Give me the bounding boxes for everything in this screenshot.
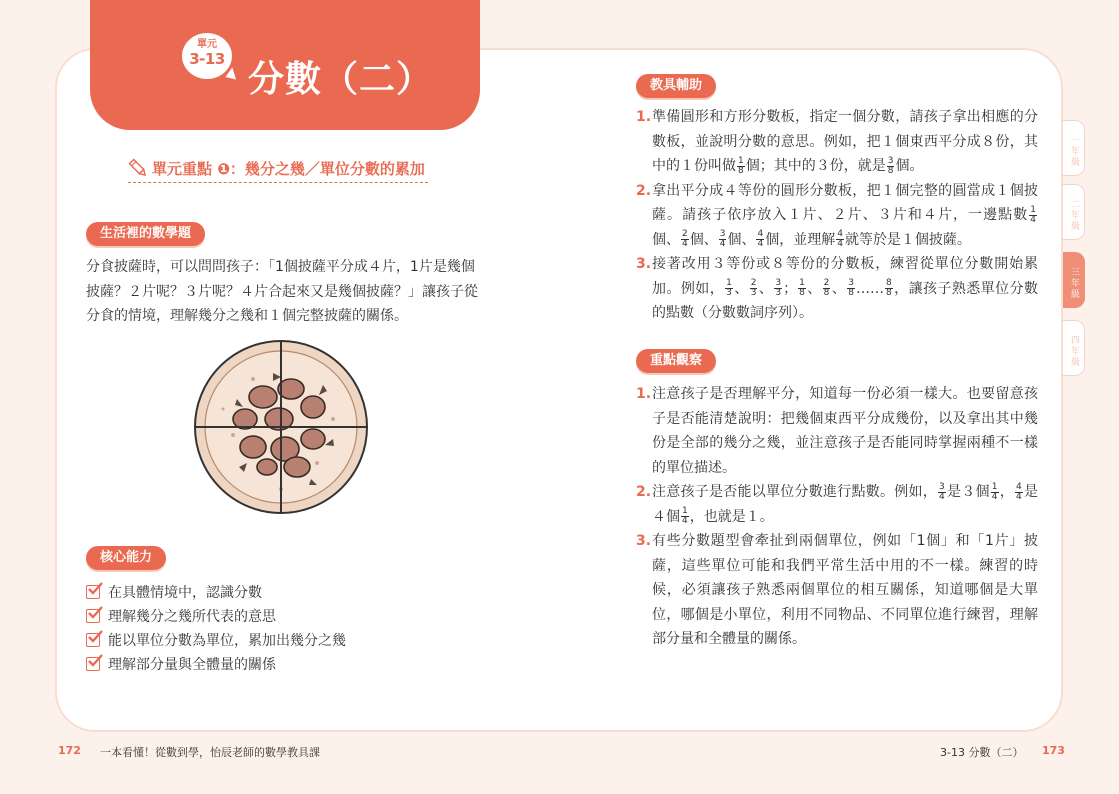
text-run: 、	[758, 280, 774, 297]
checkbox-icon	[86, 585, 100, 599]
teaching-aids-label: 教具輔助	[636, 74, 716, 98]
text-run: 注意孩子是否能以單位分數進行點數。例如，	[652, 484, 938, 500]
denominator: 4	[1016, 491, 1022, 502]
text-run: ，也就是１。	[689, 508, 774, 525]
denominator: 3	[750, 288, 757, 298]
list-item	[636, 382, 1038, 480]
text-run: ，	[999, 484, 1015, 500]
list-item	[636, 105, 1038, 179]
list-item	[636, 179, 1038, 253]
running-unit-title: 3-13 分數（二）	[940, 746, 1024, 759]
fraction	[1029, 206, 1037, 225]
denominator: 4	[991, 491, 998, 502]
fraction	[823, 279, 831, 298]
numerator: 3	[848, 278, 854, 288]
item-number: 3.	[636, 256, 652, 272]
numerator: 1	[991, 481, 998, 492]
denominator: 8	[823, 288, 830, 298]
list-item	[636, 252, 1038, 326]
text-run: 個、	[689, 231, 718, 248]
text-run: 準備圓形和方形分數板，指定一個分數，請孩子拿出相應的分數板，並說明分數的意思。例如，把１個東西平分成８份，其中的１份叫做	[652, 109, 1038, 174]
text-run: ；	[783, 280, 798, 297]
fraction	[681, 230, 689, 249]
numerator: 1	[726, 278, 732, 288]
numerator: 2	[823, 278, 830, 288]
right-page-number: 173	[1042, 744, 1065, 757]
numerator: 1	[738, 155, 744, 166]
numerator: 4	[1016, 481, 1022, 492]
text-run: 個、	[727, 231, 756, 248]
text-run: 有些分數題型會牽扯到兩個單位，例如「1個」和「1片」披薩，這些單位可能和我們平常生活中用的不一樣。練習的時候，必須讓孩子熟悉兩個單位的相互關係，知道哪個是大單位，哪個是小單位，利用不同物品、不同單位進行練習，理解部分量和全體量的關係。	[652, 533, 1038, 647]
fraction	[798, 279, 806, 298]
text-run: 、	[733, 280, 749, 297]
list-item	[86, 580, 346, 604]
pizza-illustration	[193, 339, 369, 515]
core-item: 理解部分量與全體量的關係	[108, 657, 276, 673]
numerator: 2	[682, 229, 688, 239]
tab-grade-1[interactable]: 一年級	[1063, 120, 1085, 176]
book-title: 一本看懂！從數到學，怡辰老師的數學教具課	[100, 746, 320, 759]
life-math-text: 分食披薩時，可以問問孩子：「1個披薩平分成４片，1片是幾個披薩？２片呢？３片呢？４片合起來又是幾個披薩？」讓孩子從分食的情境，理解幾分之幾和１個完整披薩的關係。	[86, 259, 478, 324]
numerator: 4	[757, 229, 764, 239]
tab-grade-2[interactable]: 二年級	[1063, 184, 1085, 240]
key-observation-label: 重點觀察	[636, 349, 716, 373]
numerator: 3	[719, 229, 726, 239]
core-item: 在具體情境中，認識分數	[108, 585, 262, 601]
item-number: 1.	[636, 109, 652, 125]
item-number: 2.	[636, 484, 652, 500]
list-item	[86, 628, 346, 652]
denominator: 4	[682, 239, 688, 249]
denominator: 8	[799, 288, 805, 298]
left-page-number: 172	[58, 744, 81, 757]
text-run: ……	[856, 280, 884, 297]
text-run: 、	[831, 280, 847, 297]
text-run: 接著改用３等份或８等份的分數板，練習從單位分數開始累加。例如，	[652, 256, 1038, 297]
denominator: 3	[726, 288, 732, 298]
text-run: 是３個	[946, 484, 990, 500]
pencil-icon	[128, 157, 148, 179]
fraction	[836, 230, 844, 249]
text-run: 個、	[652, 231, 680, 248]
numerator: 1	[1030, 204, 1036, 215]
list-item	[86, 604, 346, 628]
list-item	[636, 480, 1038, 529]
unit-badge	[182, 33, 232, 79]
denominator: 4	[682, 516, 688, 526]
fraction	[847, 279, 855, 298]
item-number: 3.	[636, 533, 652, 549]
list-item	[636, 529, 1038, 652]
numerator: 3	[887, 155, 894, 166]
fraction	[756, 230, 764, 249]
checkbox-icon	[86, 609, 100, 623]
denominator: 8	[887, 165, 894, 176]
focus-text: 單元重點 ❶：幾分之幾／單位分數的累加	[152, 160, 425, 178]
fraction	[774, 279, 782, 298]
numerator: 1	[682, 506, 688, 516]
text-run: 拿出平分成４等份的圓形分數板，把１個完整的圓當成１個披薩。請孩子依序放入１片、２片、３片和４片，一邊點數	[652, 182, 1038, 223]
text-run: ，讓孩子熟悉單位分數的點數（分數數詞序列）。	[652, 280, 1039, 321]
core-ability-label: 核心能力	[86, 546, 166, 570]
numerator: 3	[939, 481, 945, 492]
core-ability-list	[86, 580, 346, 676]
denominator: 4	[1030, 214, 1036, 225]
fraction	[991, 483, 999, 502]
unit-number: 3-13	[189, 50, 225, 68]
key-observation-list	[636, 382, 1038, 652]
core-item: 能以單位分數為單位，累加出幾分之幾	[108, 633, 346, 649]
life-math-label: 生活裡的數學題	[86, 222, 205, 246]
list-item	[86, 652, 346, 676]
numerator: 1	[799, 278, 805, 288]
text-run: 個。	[895, 158, 924, 174]
item-number: 2.	[636, 182, 652, 199]
fraction	[737, 157, 745, 176]
denominator: 3	[775, 288, 782, 298]
core-item: 理解幾分之幾所代表的意思	[108, 609, 276, 625]
text-run: 就等於是１個披薩。	[844, 231, 971, 248]
tab-grade-3[interactable]: 三年級	[1063, 252, 1085, 308]
denominator: 8	[848, 288, 854, 298]
denominator: 4	[837, 239, 843, 249]
fraction	[681, 507, 689, 526]
fraction	[885, 279, 893, 298]
unit-focus	[128, 157, 428, 183]
tab-grade-4[interactable]: 四年級	[1063, 320, 1085, 376]
numerator: 8	[886, 278, 892, 288]
fraction	[938, 483, 946, 502]
fraction	[719, 230, 727, 249]
text-run: 個，並理解	[765, 231, 836, 248]
text-run: 個；其中的３份，就是	[745, 158, 886, 174]
checkbox-icon	[86, 633, 100, 647]
fraction	[887, 157, 895, 176]
fraction	[725, 279, 733, 298]
fraction	[750, 279, 758, 298]
unit-label: 單元	[197, 39, 217, 50]
text-run: 注意孩子是否理解平分，知道每一份必須一樣大。也要留意孩子是否能清楚說明：把幾個東西平分成幾份，以及拿出其中幾份是全部的幾分之幾，並注意孩子是否能同時掌握兩種不一樣的單位描述。	[652, 386, 1038, 476]
text-run: 是４個	[652, 484, 1039, 525]
numerator: 4	[837, 229, 843, 239]
item-number: 1.	[636, 386, 652, 402]
checkbox-icon	[86, 657, 100, 671]
denominator: 4	[939, 491, 945, 502]
text-run: 、	[806, 280, 822, 297]
denominator: 4	[719, 239, 726, 249]
numerator: 3	[775, 278, 782, 288]
denominator: 8	[738, 165, 744, 176]
denominator: 8	[886, 288, 892, 298]
fraction	[1015, 483, 1023, 502]
teaching-aids-list	[636, 105, 1038, 326]
page-title: 分數（二）	[248, 59, 434, 100]
denominator: 4	[757, 239, 764, 249]
numerator: 2	[750, 278, 757, 288]
